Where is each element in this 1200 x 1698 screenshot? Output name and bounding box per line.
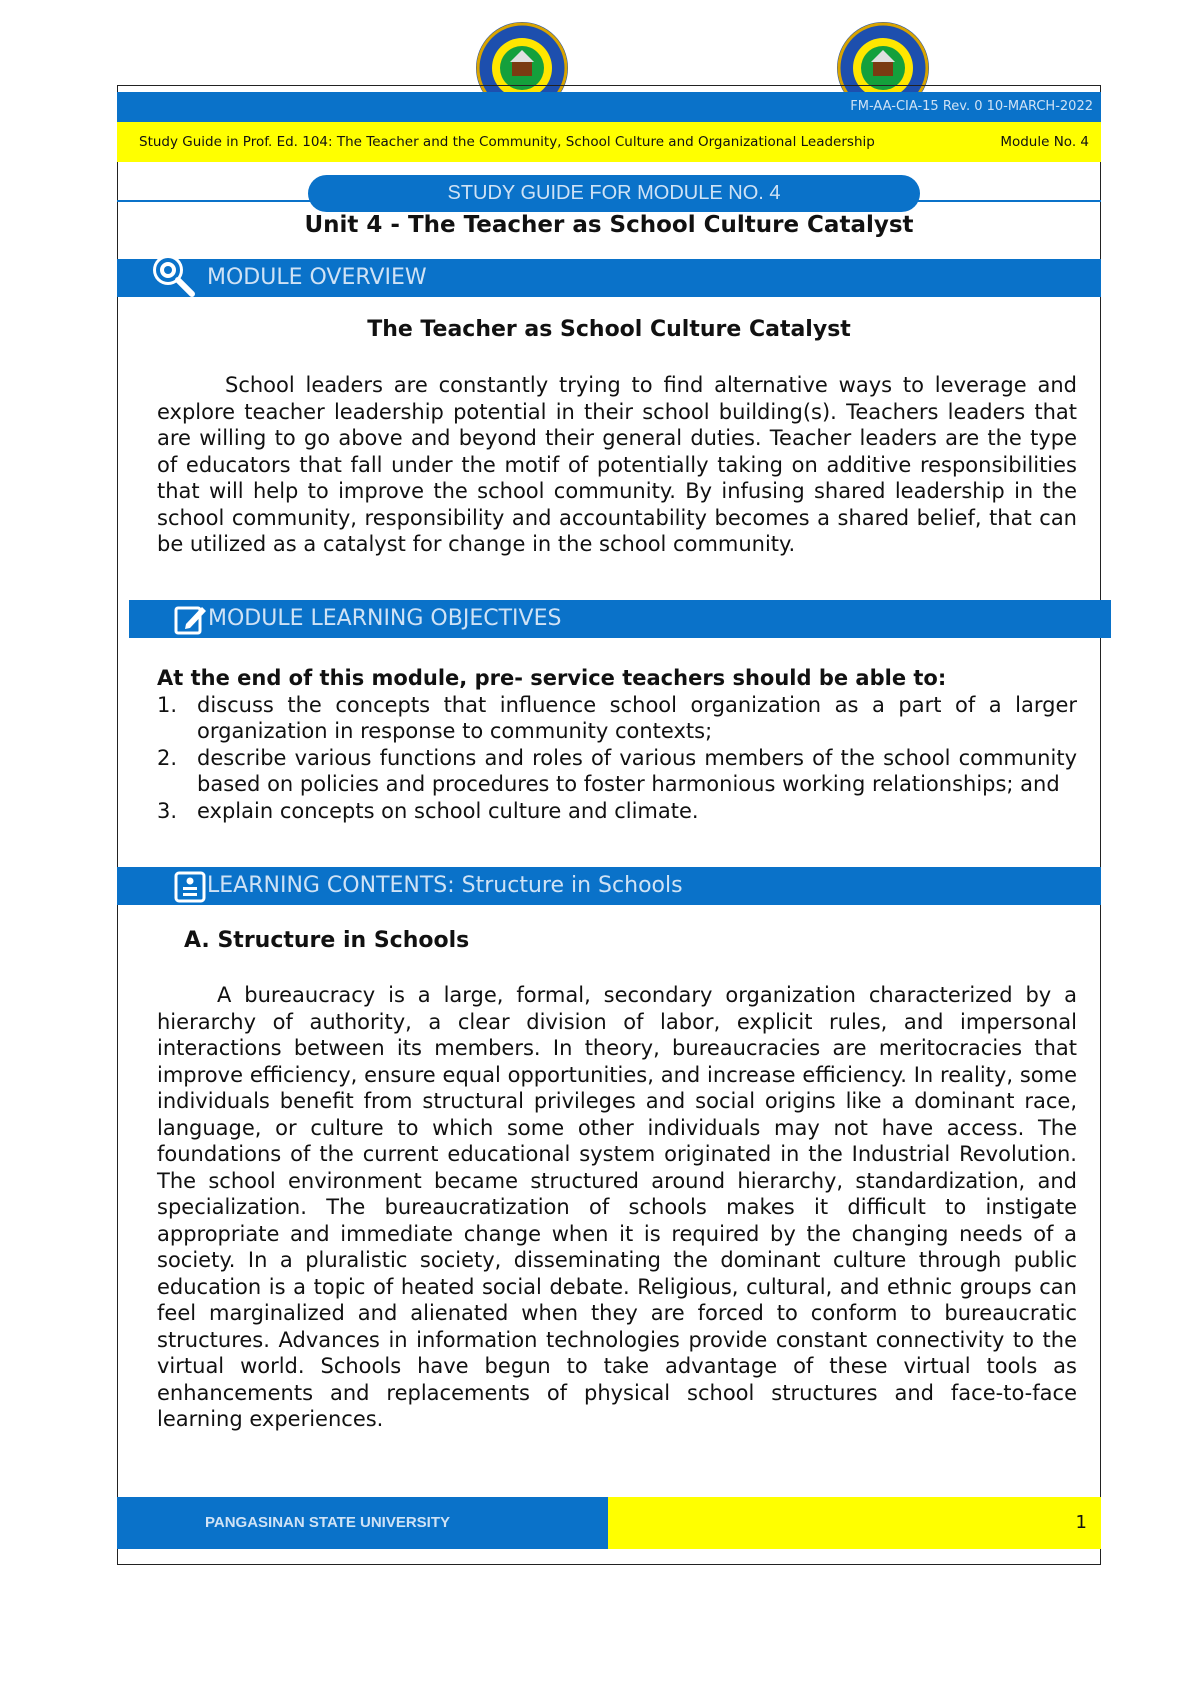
form-code: FM-AA-CIA-15 Rev. 0 10-MARCH-2022	[117, 92, 1101, 122]
overview-subtitle: The Teacher as School Culture Catalyst	[367, 317, 851, 342]
edit-icon	[174, 604, 208, 636]
document-icon	[174, 871, 206, 903]
search-icon	[150, 252, 196, 298]
footer-university: PANGASINAN STATE UNIVERSITY	[117, 1497, 608, 1549]
objective-item	[157, 745, 1077, 798]
overview-heading: MODULE OVERVIEW	[207, 265, 427, 290]
contents-section-bar	[117, 867, 1101, 905]
course-title: Study Guide in Prof. Ed. 104: The Teacher and the Community, School Culture and Organizational Leadership	[139, 134, 875, 150]
objective-number: 3.	[157, 798, 178, 823]
course-header	[117, 122, 1101, 162]
objectives-section-bar	[129, 600, 1111, 638]
objective-number: 2.	[157, 745, 178, 770]
page-number: 1	[608, 1497, 1101, 1549]
objectives-list	[157, 692, 1077, 825]
study-guide-title: STUDY GUIDE FOR MODULE NO. 4	[308, 175, 920, 212]
objectives-block	[157, 665, 1077, 824]
objective-text: discuss the concepts that influence school organization as a part of a larger organization in response to community contexts;	[197, 692, 1077, 743]
contents-subheading: A. Structure in Schools	[184, 928, 470, 953]
overview-section-bar	[117, 259, 1101, 297]
objectives-heading: MODULE LEARNING OBJECTIVES	[208, 606, 562, 631]
objective-text: describe various functions and roles of various members of the school community based on policies and procedures to foster harmonious working relationships; and	[197, 745, 1077, 796]
contents-heading: LEARNING CONTENTS: Structure in Schools	[207, 873, 683, 898]
module-number: Module No. 4	[1000, 134, 1089, 150]
overview-paragraph: School leaders are constantly trying to find alternative ways to leverage and explore teacher leadership potential in their school building(s). Teachers leaders that are willing to go above and beyond their general duties. Teacher leaders are the type of educators that fall under the motif of potentially taking on additive responsibilities that will help to improve the school community. By infusing shared leadership in the school community, responsibility and accountability becomes a shared belief, that can be utilized as a catalyst for change in the school community.	[157, 373, 1077, 556]
objective-number: 1.	[157, 692, 178, 717]
objective-item	[157, 692, 1077, 745]
contents-paragraph: A bureaucracy is a large, formal, secondary organization characterized by a hierarchy of authority, a clear division of labor, explicit rules, and impersonal interactions between its members. In theory, bureaucracies are meritocracies that improve efficiency, ensure equal opportunities, and increase efficiency. In reality, some individuals benefit from structural privileges and social origins like a dominant race, language, or culture to which some other individuals may not have access. The foundations of the current educational system originated in the Industrial Revolution. The school environment became structured around hierarchy, standardization, and specialization. The bureaucratization of schools makes it difficult to instigate appropriate and immediate change when it is required by the changing needs of a society. In a pluralistic society, disseminating the dominant culture through public education is a topic of heated social debate. Religious, cultural, and ethnic groups can feel marginalized and alienated when they are forced to conform to bureaucratic structures. Advances in information technologies provide constant connectivity to the virtual world. Schools have begun to take advantage of these virtual tools as enhancements and replacements of physical school structures and face-to-face learning experiences.	[157, 983, 1077, 1431]
unit-title: Unit 4 - The Teacher as School Culture Catalyst	[304, 212, 914, 238]
objectives-intro: At the end of this module, pre- service teachers should be able to:	[157, 666, 947, 690]
objective-item	[157, 798, 1077, 825]
objective-text: explain concepts on school culture and climate.	[197, 798, 699, 823]
